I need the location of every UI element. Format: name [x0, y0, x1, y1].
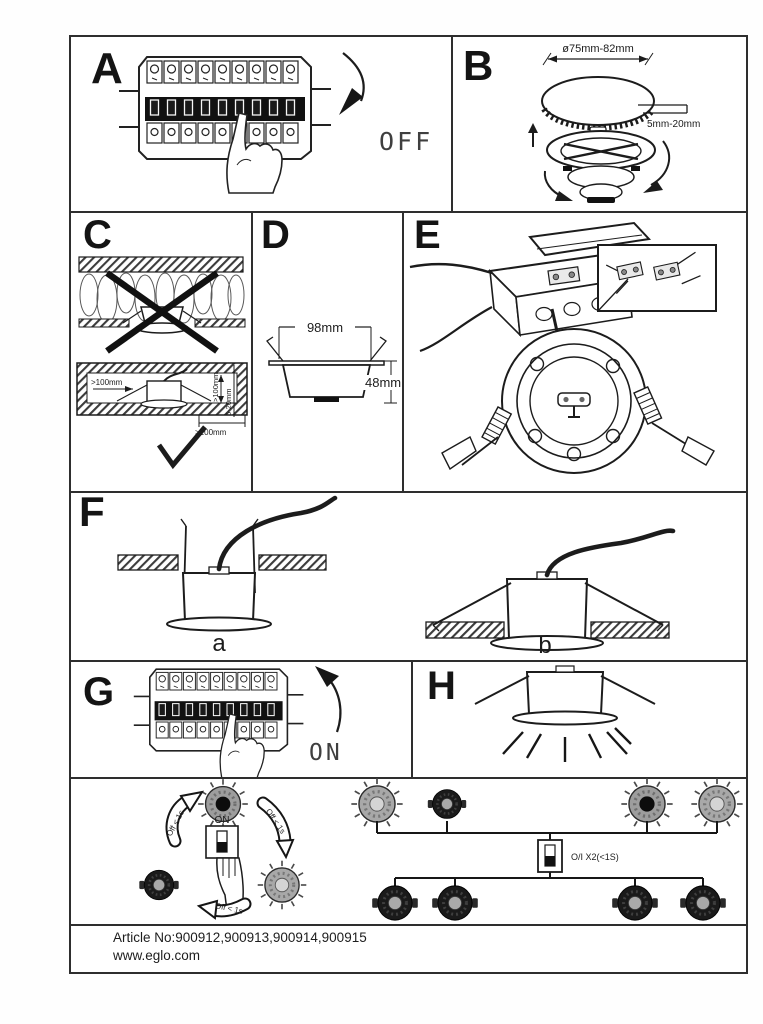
- mains-cable: [410, 264, 492, 273]
- insulation-warning: [79, 257, 245, 351]
- fixture-height-label: 48mm: [365, 375, 402, 390]
- step-b-label: b: [538, 632, 552, 659]
- push-up-arrow: [528, 123, 538, 147]
- instruction-sheet: [69, 35, 748, 974]
- fixture-cross-section: [267, 337, 386, 402]
- breaker-off-label: OFF: [379, 127, 434, 156]
- light-rays-icon: [503, 728, 631, 762]
- junction-box-illustration: [402, 211, 746, 491]
- group-wiring-diagram: [351, 778, 742, 920]
- website-url: www.eglo.com: [113, 948, 201, 963]
- side-clearance-label: >100mm: [91, 378, 123, 387]
- cycle-step-3-label: Off < 1s: [214, 901, 244, 916]
- panel-letter: F: [79, 491, 105, 535]
- cycle-step-2-label: Off < 1s: [263, 807, 288, 836]
- arrowhead-icon: [339, 88, 363, 115]
- footer-panel: [71, 924, 746, 972]
- checkmark-icon: [159, 427, 205, 465]
- cycle-step-1-label: Off < 1s: [164, 808, 187, 838]
- step-a-label: a: [212, 630, 226, 657]
- spring-clip-left: [442, 407, 511, 469]
- panel-dimming-functions: [71, 777, 746, 924]
- top-clearance-label: >100mm: [211, 372, 220, 402]
- side-clearance-2-label: >100mm: [195, 428, 227, 437]
- wall-switch-on-label: ON: [214, 815, 230, 826]
- lamp-group2-icon: [432, 886, 478, 920]
- diameter-dimension: [543, 43, 653, 65]
- lamp-state-off-icon: [139, 870, 178, 900]
- panel-letter: C: [83, 213, 112, 257]
- panel-c-clearances: [71, 211, 251, 491]
- circuit-breaker-off-illustration: [71, 37, 451, 211]
- panel-a-power-off: [71, 37, 451, 211]
- lamp-group1-icon: [428, 790, 466, 819]
- step-a-insert-fixture: [118, 498, 335, 657]
- fixture-top-view: [547, 127, 655, 203]
- circuit-breaker-on-illustration: [71, 660, 411, 777]
- width-dimension: [279, 320, 371, 359]
- panel-h-light-on: [411, 660, 746, 777]
- lamp-group2-icon: [372, 886, 418, 920]
- group-switch-label: O/I X2(<1S): [571, 852, 619, 862]
- panel-letter: D: [261, 213, 290, 257]
- group-switch: [538, 840, 562, 872]
- power-cable: [547, 531, 673, 575]
- hole-diameter-label: ø75mm-82mm: [562, 43, 634, 55]
- ceiling-thickness-label: 5mm-20mm: [647, 119, 701, 130]
- curved-arrow-up: [328, 678, 340, 732]
- panel-e-junction-box: [402, 211, 746, 491]
- terminal-detail-inset: [598, 245, 716, 311]
- clearance-box: [77, 363, 247, 437]
- article-numbers: Article No:900912,900913,900914,900915: [113, 930, 367, 945]
- switch-cycle-diagram: [139, 779, 306, 918]
- dimming-cycle-and-wiring-illustration: [71, 777, 746, 924]
- panel-letter: B: [463, 42, 494, 89]
- lamp-state-dim-icon: [258, 861, 307, 910]
- lamp-group2-icon: [612, 886, 658, 920]
- panel-letter: A: [91, 44, 123, 93]
- spring-clip-right: [634, 387, 714, 465]
- mains-cable-2: [420, 307, 492, 351]
- step-b-fixture-seated: [426, 531, 673, 659]
- panel-letter: G: [83, 670, 115, 714]
- arrowhead-icon: [315, 666, 339, 687]
- panel-f-installation: [71, 491, 746, 660]
- fixture-rear-view: [442, 309, 714, 473]
- panel-letter: H: [427, 664, 456, 708]
- panel-d-dimensions: [251, 211, 402, 491]
- circuit-breaker-row-icon: [134, 669, 304, 777]
- panel-g-power-on: [71, 660, 411, 777]
- thickness-label: 5-20mm: [224, 388, 233, 416]
- hole-cutout-illustration: [451, 37, 746, 211]
- breaker-on-label: ON: [309, 740, 343, 766]
- panel-letter: E: [414, 213, 441, 257]
- panel-b-hole-size: [451, 37, 746, 211]
- circuit-breaker-row-icon: [119, 57, 331, 193]
- installed-light-illustration: [411, 660, 746, 777]
- lamp-group2-icon: [680, 886, 726, 920]
- fixture-width-label: 98mm: [306, 320, 344, 335]
- installation-steps-illustration: [71, 491, 746, 660]
